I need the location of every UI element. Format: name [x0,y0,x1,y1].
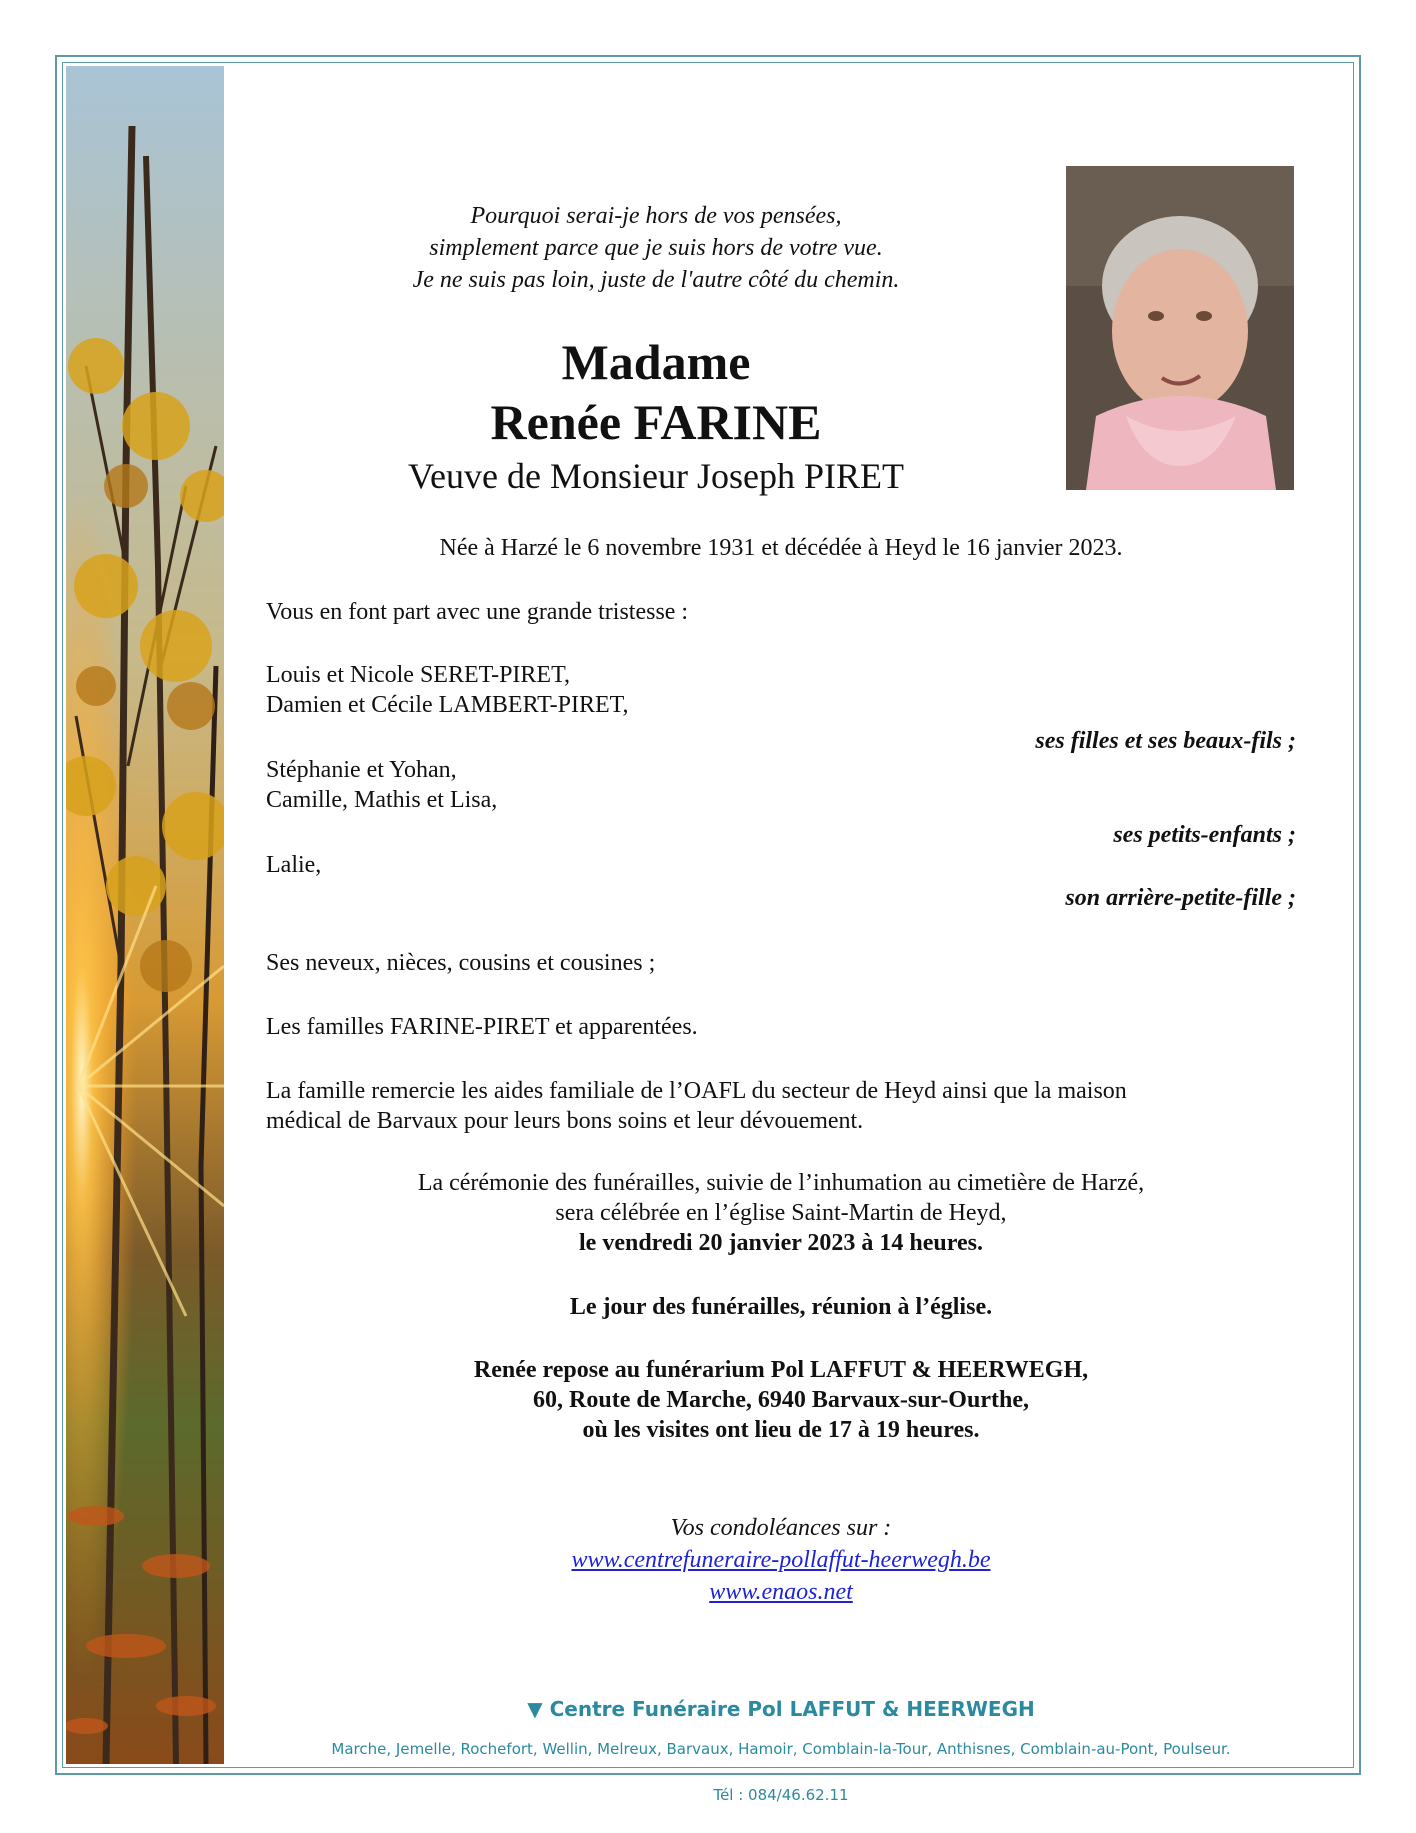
footer-towns: Marche, Jemelle, Rochefort, Wellin, Melreux, Barvaux, Hamoir, Comblain-la-Tour, Anthisnes, Comblain-au-Pont, Poulseur. [331,1740,1231,1758]
funerarium-line-2: 60, Route de Marche, 6940 Barvaux-sur-Ourthe, [533,1387,1029,1413]
relatives-line: Ses neveux, nièces, cousins et cousines ; [266,950,656,976]
birth-death-line: Née à Harzé le 6 novembre 1931 et décédée à Heyd le 16 janvier 2023. [439,535,1123,561]
family-group-daughters [266,660,629,720]
family-line: Damien et Cécile LAMBERT-PIRET, [266,692,629,718]
poem [266,200,1046,296]
family-line: Lalie, [266,852,322,878]
funerarium-block [266,1355,1296,1445]
thanks-line-2: médical de Barvaux pour leurs bons soins et leur dévouement. [266,1108,864,1134]
family-line: Louis et Nicole SERET-PIRET, [266,662,570,688]
footer-company-name: Centre Funéraire Pol LAFFUT & HEERWEGH [549,1697,1035,1721]
poem-line-1: Pourquoi serai-je hors de vos pensées, [470,203,842,229]
role-daughters: ses filles et ses beaux-fils ; [1035,728,1296,754]
role-great-grandchild: son arrière-petite-fille ; [1065,885,1296,911]
meeting-line: Le jour des funérailles, réunion à l’église. [569,1294,993,1320]
footer-phone: Tél : 084/46.62.11 [713,1786,849,1804]
funerarium-line-1: Renée repose au funérarium Pol LAFFUT & HEERWEGH, [473,1357,1089,1383]
poem-line-2: simplement parce que je suis hors de votre vue. [429,235,883,261]
thanks-line-1: La famille remercie les aides familiale de l’OAFL du secteur de Heyd ainsi que la maison [266,1078,1127,1104]
families-line: Les familles FARINE-PIRET et apparentées. [266,1014,698,1040]
poem-line-3: Je ne suis pas loin, juste de l'autre côté du chemin. [412,267,900,293]
ceremony-line-1: La cérémonie des funérailles, suivie de l’inhumation au cimetière de Harzé, [417,1170,1145,1196]
family-group-grandchildren [266,755,497,815]
honorific-title: Madame [561,334,751,390]
ceremony-block [266,1168,1296,1258]
role-grandchildren: ses petits-enfants ; [1113,822,1296,848]
deceased-name: Renée FARINE [490,394,822,450]
announcement-intro: Vous en font part avec une grande tristesse : [266,599,689,625]
ceremony-date: le vendredi 20 janvier 2023 à 14 heures. [579,1230,983,1256]
condolences-link-enaos[interactable]: www.enaos.net [709,1579,853,1605]
condolences-link-funeral-center[interactable]: www.centrefuneraire-pollaffut-heerwegh.be [571,1547,991,1573]
autumn-forest-image [66,66,224,1764]
thanks-paragraph [266,1076,1127,1136]
family-line: Camille, Mathis et Lisa, [266,787,498,813]
funerarium-line-3: où les visites ont lieu de 17 à 19 heures. [582,1417,980,1443]
triangle-down-icon: ▼ [527,1697,543,1721]
ceremony-line-2: sera célébrée en l’église Saint-Martin de Heyd, [555,1200,1007,1226]
portrait-photo [1066,166,1294,490]
widow-of: Veuve de Monsieur Joseph PIRET [408,456,904,496]
family-group-great-grandchild [266,850,321,880]
footer-company [266,1697,1296,1721]
family-line: Stéphanie et Yohan, [266,757,457,783]
condolences-label: Vos condoléances sur : [670,1515,892,1541]
